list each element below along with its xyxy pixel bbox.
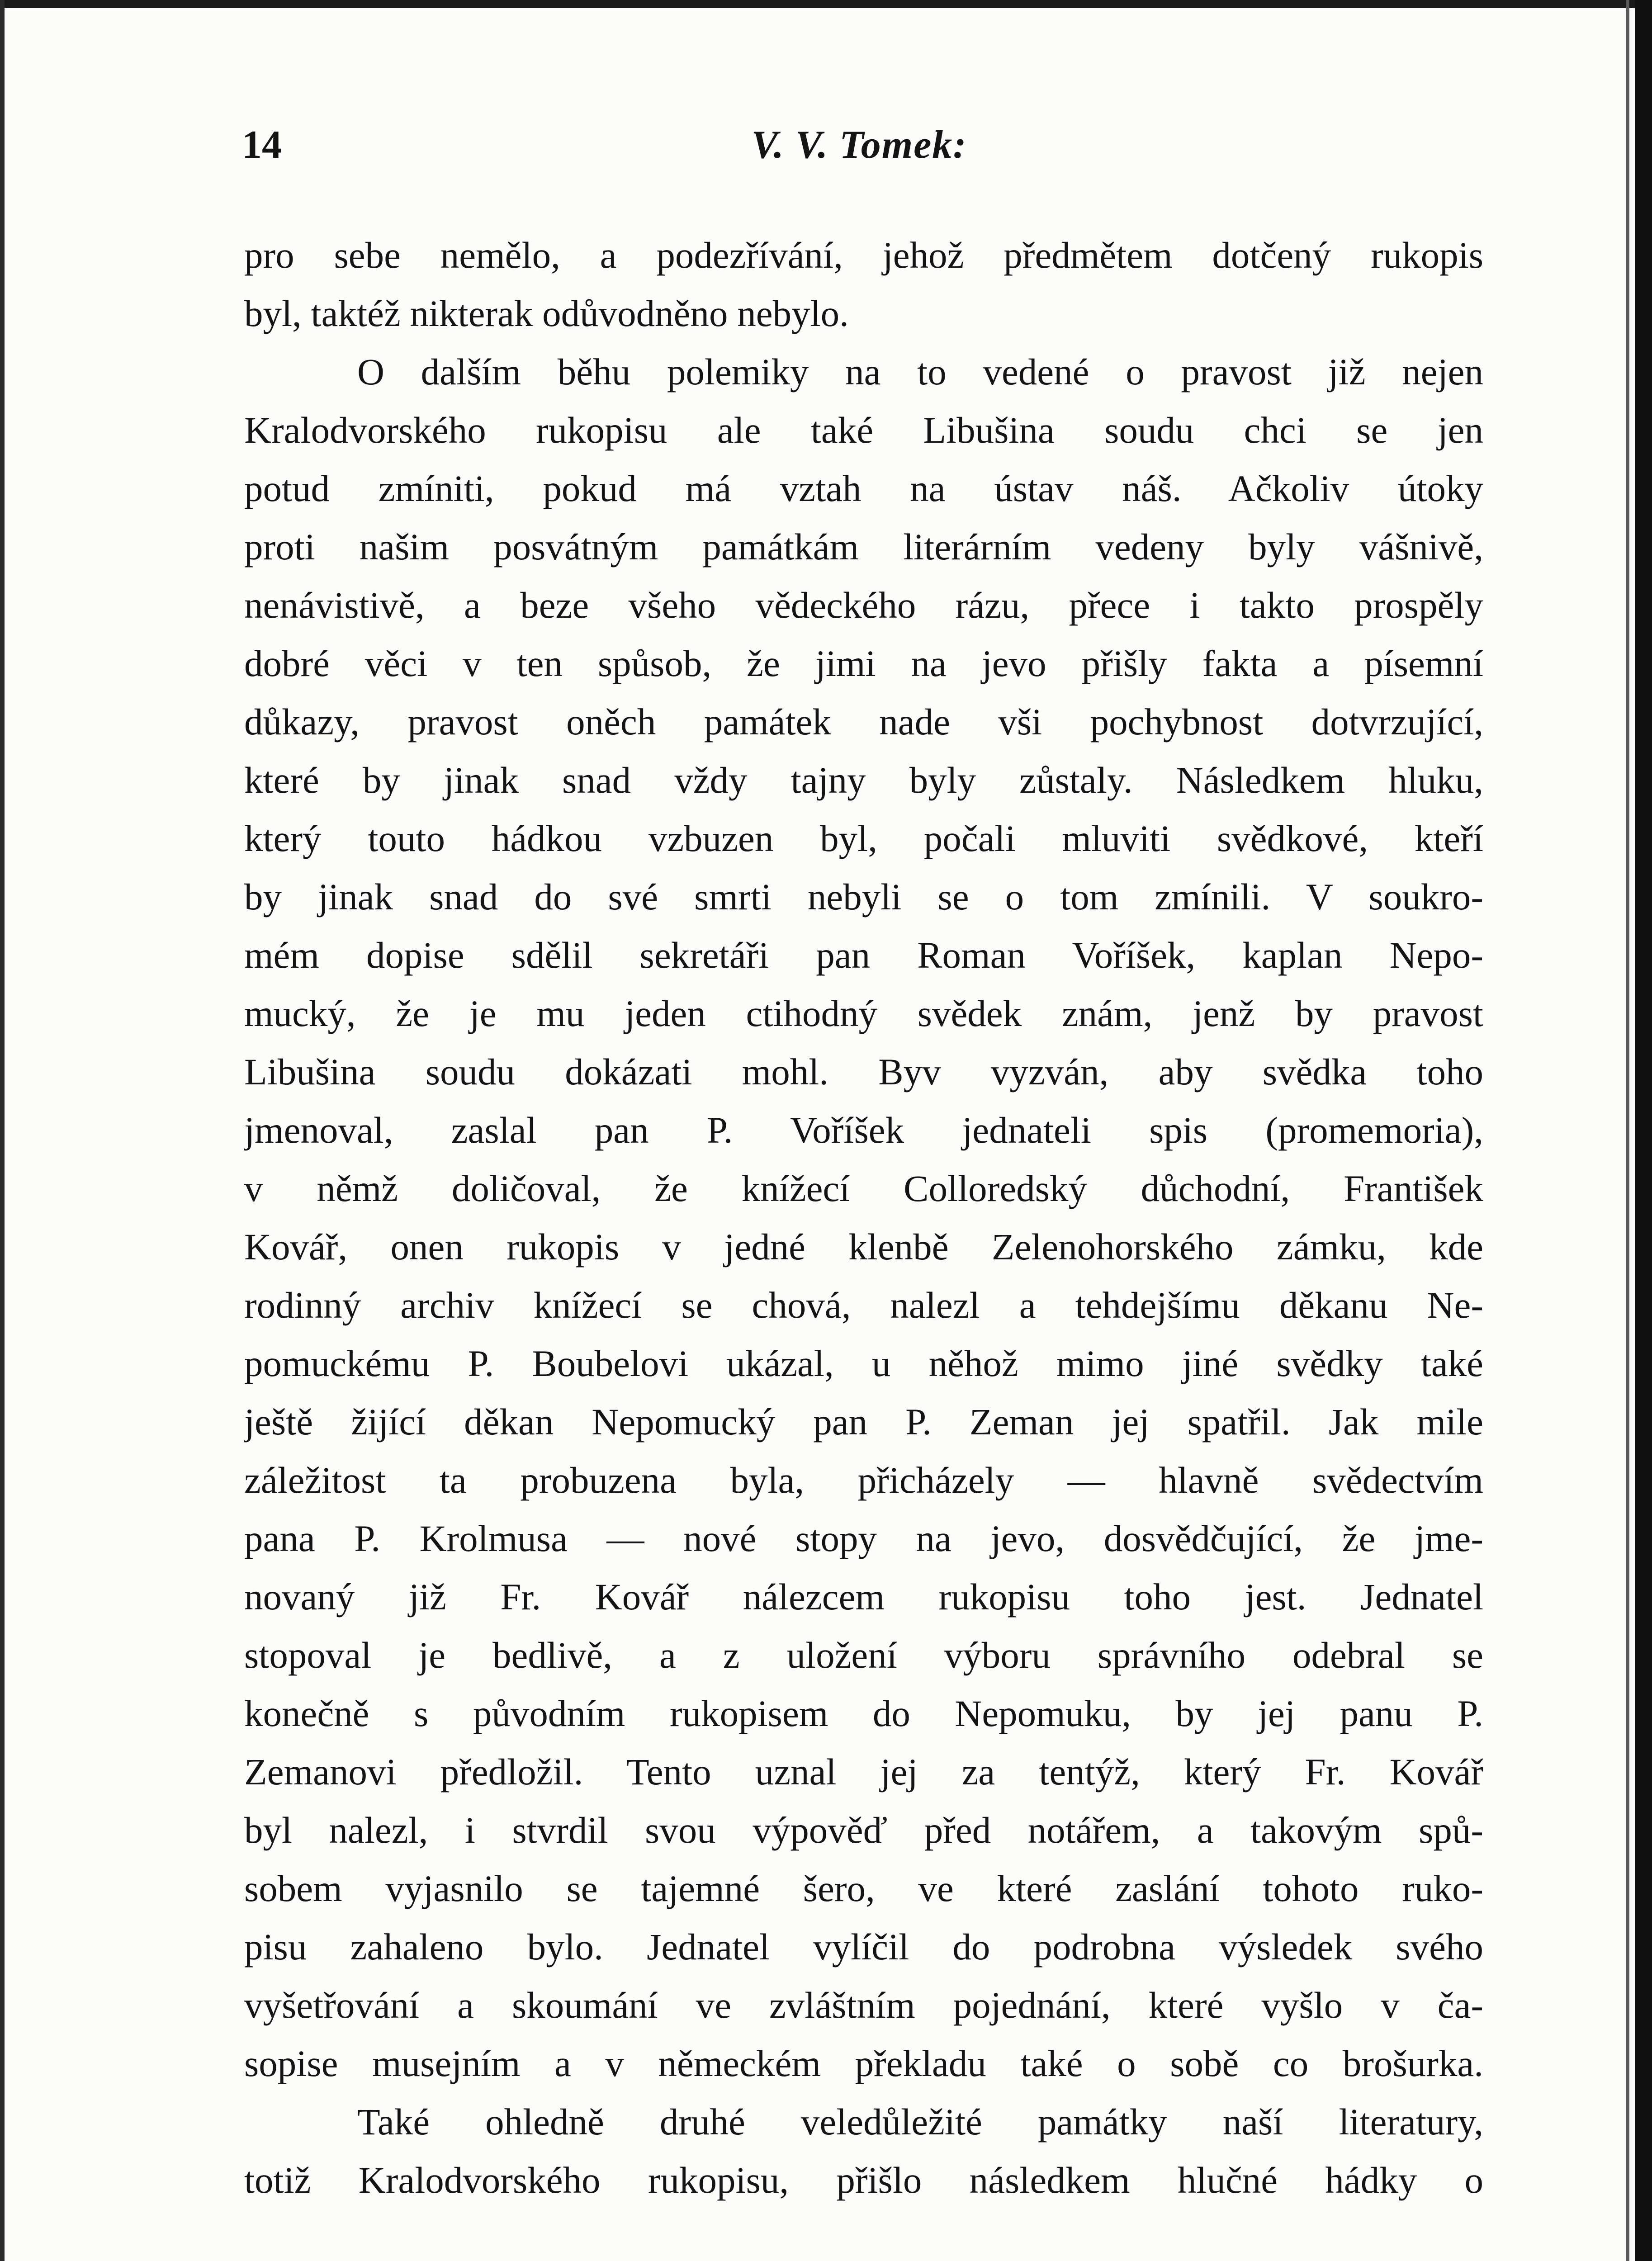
text-line: totiž Kralodvorského rukopisu, přišlo následkem hlučné hádky o: [244, 2159, 1483, 2201]
page-header: [242, 122, 1477, 176]
text-line: stopoval je bedlivě, a z uložení výboru správního odebral se: [244, 1634, 1483, 1676]
text-line: Kralodvorského rukopisu ale také Libušina soudu chci se jen: [244, 409, 1483, 451]
text-line: by jinak snad do své smrti nebyli se o tom zmínili. V soukro-: [244, 876, 1483, 918]
text-line: novaný již Fr. Kovář nálezcem rukopisu toho jest. Jednatel: [244, 1576, 1483, 1618]
text-line: rodinný archiv knížecí se chová, nalezl a tehdejšímu děkanu Ne-: [244, 1284, 1483, 1326]
text-line: pisu zahaleno bylo. Jednatel vylíčil do podrobna výsledek svého: [244, 1926, 1483, 1968]
text-line: v němž doličoval, že knížecí Colloredský důchodní, František: [244, 1168, 1483, 1209]
text-line: sopise musejním a v německém překladu také o sobě co brošurka.: [244, 2043, 1483, 2084]
text-line: proti našim posvátným památkám literárním vedeny byly vášnivě,: [244, 526, 1483, 568]
text-line: mém dopise sdělil sekretáři pan Roman Voříšek, kaplan Nepo-: [244, 934, 1483, 976]
page-number: 14: [242, 123, 282, 167]
scan-edge-left: [0, 0, 5, 2261]
scan-edge-right: [1635, 0, 1652, 2261]
text-line: potud zmíniti, pokud má vztah na ústav náš. Ačkoliv útoky: [244, 468, 1483, 509]
text-line: který touto hádkou vzbuzen byl, počali mluviti svědkové, kteří: [244, 818, 1483, 859]
scan-edge-right-inner: [1626, 0, 1629, 2261]
text-line: záležitost ta probuzena byla, přicházely — hlavně svědectvím: [244, 1459, 1483, 1501]
text-line: mucký, že je mu jeden ctihodný svědek znám, jenž by pravost: [244, 993, 1483, 1034]
text-line: konečně s původním rukopisem do Nepomuku, by jej panu P.: [244, 1693, 1483, 1734]
text-line: jmenoval, zaslal pan P. Voříšek jednateli spis (promemoria),: [244, 1109, 1483, 1151]
text-line: Libušina soudu dokázati mohl. Byv vyzván, aby svědka toho: [244, 1051, 1483, 1093]
text-line: Kovář, onen rukopis v jedné klenbě Zelenohorského zámku, kde: [244, 1226, 1483, 1268]
text-line: pro sebe nemělo, a podezřívání, jehož předmětem dotčený rukopis: [244, 234, 1483, 276]
body-text: [244, 226, 1483, 2209]
text-line: pomuckému P. Boubelovi ukázal, u něhož mimo jiné svědky také: [244, 1343, 1483, 1384]
text-line: ještě žijící děkan Nepomucký pan P. Zeman jej spatřil. Jak mile: [244, 1401, 1483, 1443]
text-line: Také ohledně druhé veledůležité památky naší literatury,: [357, 2101, 1483, 2143]
running-head: V. V. Tomek:: [751, 123, 967, 167]
text-line: byl, taktéž nikterak odůvodněno nebylo.: [244, 293, 849, 334]
text-line: sobem vyjasnilo se tajemné šero, ve které zaslání tohoto ruko-: [244, 1868, 1483, 1909]
text-line: které by jinak snad vždy tajny byly zůstaly. Následkem hluku,: [244, 759, 1483, 801]
text-line: důkazy, pravost oněch památek nade vši pochybnost dotvrzující,: [244, 701, 1483, 743]
text-line: O dalším běhu polemiky na to vedené o pravost již nejen: [357, 351, 1483, 393]
text-line: nenávistivě, a beze všeho vědeckého rázu, přece i takto prospěly: [244, 584, 1483, 626]
text-line: dobré věci v ten spůsob, že jimi na jevo přišly fakta a písemní: [244, 643, 1483, 684]
text-line: byl nalezl, i stvrdil svou výpověď před notářem, a takovým spů-: [244, 1809, 1483, 1851]
text-line: pana P. Krolmusa — nové stopy na jevo, dosvědčující, že jme-: [244, 1518, 1483, 1559]
text-line: vyšetřování a skoumání ve zvláštním pojednání, které vyšlo v ča-: [244, 1984, 1483, 2026]
scan-edge-top: [0, 0, 1652, 8]
text-line: Zemanovi předložil. Tento uznal jej za tentýž, který Fr. Kovář: [244, 1751, 1483, 1793]
